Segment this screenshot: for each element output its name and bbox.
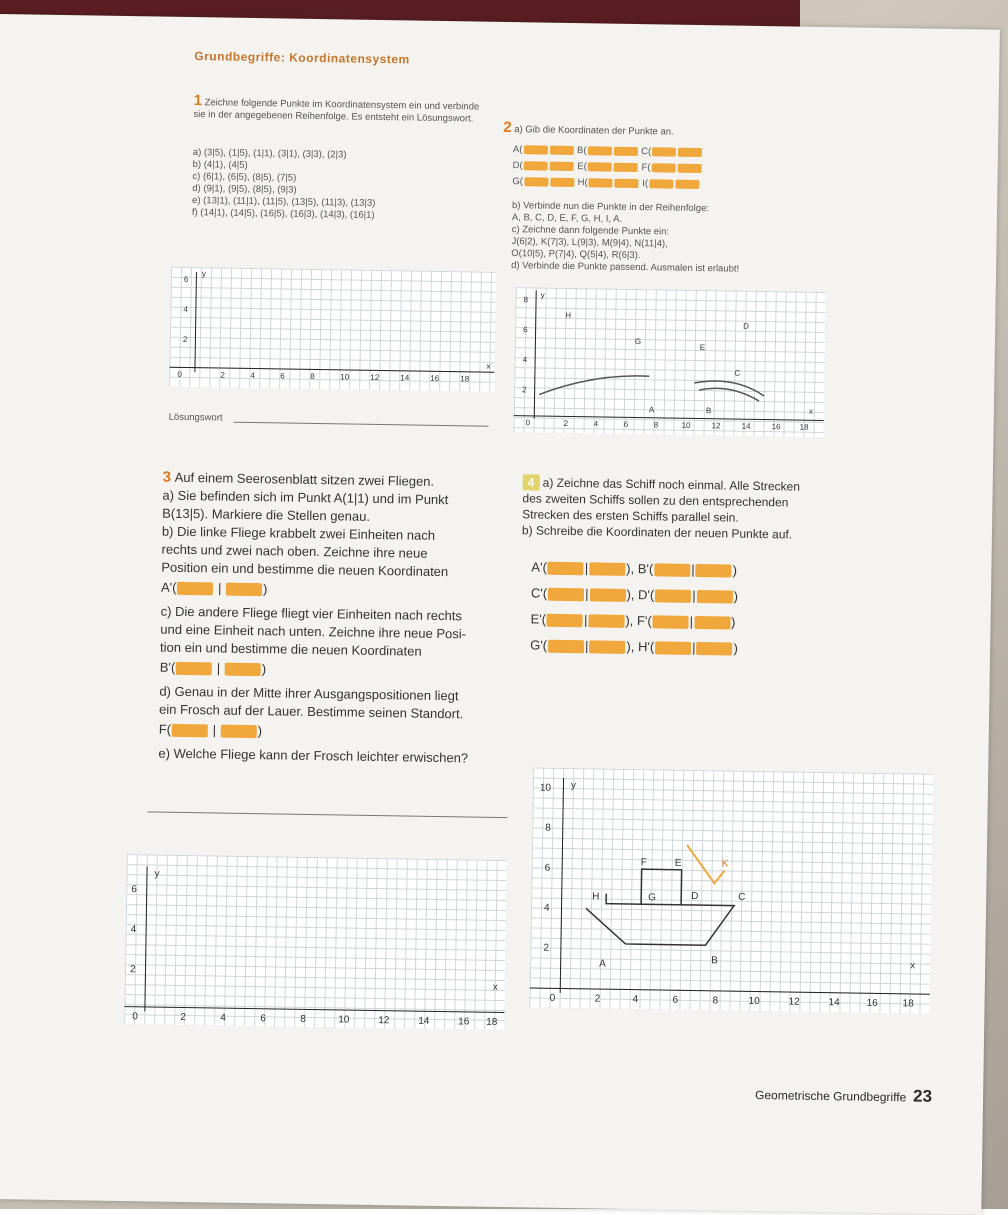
tick-label: 14 [741,421,751,431]
answer-box[interactable] [694,616,730,630]
point-label: C [738,891,746,903]
answer-box[interactable] [654,563,690,577]
task4-a1: a) Zeichne das Schiff noch einmal. Alle Strecken [542,475,801,494]
tick-label: 6 [280,371,285,381]
task1-row-d: d) (9|1), (9|5), (8|5), (9|3) [192,183,297,196]
task1-row-c: c) (6|1), (6|5), (8|5), (7|5) [192,171,297,184]
tick-label: 12 [788,996,800,1008]
tick-label: 8 [310,371,315,381]
answer-box[interactable] [549,146,573,155]
answer-line[interactable] [147,811,507,818]
tick-label: 16 [458,1016,470,1028]
tick-label: 12 [378,1015,390,1027]
tick-label: 0 [549,992,556,1004]
tick-label: 18 [799,422,809,432]
label-G: G( [512,176,524,188]
point-label: H [565,310,572,321]
answer-box[interactable] [550,178,574,187]
tick-label: 18 [486,1016,498,1028]
task1-row-e: e) (13|1), (11|1), (11|5), (13|5), (11|3), (13|3) [192,195,376,209]
task2-answers [512,142,833,195]
point-label: D [743,321,750,331]
tick-label: 10 [681,420,691,430]
answer-box[interactable] [589,178,613,187]
page-header: Grundbegriffe: Koordinatensystem [194,49,410,67]
point-label: F [640,857,647,869]
point-label: E [674,857,682,869]
tick-label: 12 [711,421,721,431]
answer-line[interactable] [234,422,489,427]
task2-c: c) Zeichne dann folgende Punkte ein: [511,224,670,238]
answer-label: B'( [159,659,176,675]
task3-c1: c) Die andere Fliege fliegt vier Einheiten nach rechts [160,603,463,624]
task3-a1: a) Sie befinden sich im Punkt A(1|1) und im Punkt [162,487,449,508]
answer-box[interactable] [589,588,625,602]
point-label: A [599,958,606,970]
answer-box[interactable] [697,590,733,604]
answer-label: F( [158,721,172,737]
tick-label: 2 [129,964,136,976]
task1-row-f: f) (14|1), (14|5), (16|5), (16|3), (14|3), (16|1) [191,207,375,221]
answer-box[interactable] [547,614,583,628]
tick-label: 12 [370,372,380,383]
task1-number: 1 [193,92,203,110]
answer-box[interactable] [653,615,689,629]
point-label: B [711,955,718,967]
task3-d2: ein Frosch auf der Lauer. Bestimme seinen Standort. [158,701,464,722]
tick-label: 14 [828,997,840,1009]
label-I: I( [642,178,649,190]
task2-c-points-2: O(10|5), P(7|4), Q(5|4), R(6|3). [511,248,641,262]
answer-box[interactable] [177,582,213,596]
answer-box[interactable] [225,663,261,677]
answer-box[interactable] [651,163,675,172]
tick-label: 2 [180,1011,186,1024]
task3-intro: Auf einem Seerosenblatt sitzen zwei Fliegen. [174,469,435,489]
answer-box[interactable] [172,724,208,738]
x-axis-label: x [492,981,498,993]
point-label: A [648,405,655,415]
answer-box[interactable] [221,725,257,739]
answer-box[interactable] [588,614,624,628]
task1-grid[interactable] [169,267,496,392]
tick-label: 6 [523,325,528,335]
answer-box[interactable] [523,145,547,154]
tick-label: 16 [430,373,440,383]
label-B: B( [576,145,587,157]
task2-grid[interactable] [513,287,825,437]
answer-box[interactable] [655,641,691,655]
point-label: G [648,892,657,904]
answer-label: E'( [530,611,547,627]
tick-label: 10 [338,1014,350,1026]
task3-b1: b) Die linke Fliege krabbelt zwei Einheiten nach [161,523,436,543]
label-D: D( [512,160,523,172]
answer-box[interactable] [524,177,548,186]
tick-label: 8 [545,822,551,834]
tick-label: 14 [400,373,410,383]
tick-label: 6 [544,862,551,874]
answer-label: D'( [637,587,655,603]
task3-b3: Position ein und bestimme die neuen Koordinaten [161,559,449,580]
tick-label: 2 [220,370,225,380]
answer-label: F'( [636,613,652,629]
answer-box[interactable] [548,562,584,576]
task2-number: 2 [503,118,512,137]
task4-number: 4 [523,474,540,490]
task1-rows [192,147,503,224]
task2-c-points-1: J(6|2), K(7|3), L(9|3), M(9|4), N(11|4), [511,236,668,250]
tick-label: 10 [748,995,760,1008]
answer-box[interactable] [587,146,611,155]
answer-label: G'( [530,637,548,653]
task3-number: 3 [162,468,172,486]
tick-label: 2 [594,993,601,1005]
point-label: B [705,406,712,416]
tick-label: 4 [593,419,599,429]
tick-label: 4 [543,902,550,914]
answer-box[interactable] [652,147,676,156]
task4-grid[interactable] [529,767,933,1013]
x-axis-label: x [910,960,916,972]
tick-label: 6 [183,274,189,284]
task1-instruction: Zeichne folgende Punkte im Koordinatensystem ein und verbinde sie in der angegebenen Reihenfolge. Es entsteht ein Lösungswort. [193,97,480,125]
point-label: H [592,891,600,903]
point-label: K [721,858,729,870]
workbook-page [0,14,1000,1215]
answer-box[interactable] [589,640,625,654]
answer-box[interactable] [677,164,701,173]
tick-label: 2 [563,418,569,428]
tick-label: 2 [182,334,188,344]
answer-box[interactable] [649,179,673,188]
task2-text [503,118,833,141]
task3-text: 3 Auf einem Seerosenblatt sitzen zwei Fliegen. a) Sie befinden sich im Punkt A(1|1) und im Punkt B(13|5). Markiere die Stellen genau. b) Die linke Fliege krabbelt zwei Einheiten nach rechts und zwei nach oben. Zeichne ihre neue Position ein und bestimme die neuen Koordinaten A'( | ) c) Die andere Fliege fliegt vier Einheiten nach rechts und eine Einheit nach unten. Zeichne ihre neue Posi- tion ein und bestimme die neuen Koordinaten B'( | ) d) Genau in der Mitte ihrer Ausgangspositionen liegt ein Frosch auf der Lauer. Bestimme seinen Standort. F( | ) e) Welche Fliege kann der Frosch leichter erwischen? [158,469,523,769]
tick-label: 18 [460,374,470,384]
task2-d: d) Verbinde die Punkte passend. Ausmalen ist erlaubt! [511,260,740,275]
task3-grid[interactable] [124,854,507,1030]
tick-label: 4 [632,994,639,1006]
tick-label: 14 [418,1015,430,1027]
answer-label: A'( [160,579,177,595]
label-A: A( [512,144,523,156]
task3-c2: und eine Einheit nach unten. Zeichne ihre neue Posi- [160,621,467,642]
tick-label: 16 [866,997,878,1009]
answer-box[interactable] [548,588,584,602]
answer-box[interactable] [696,564,732,578]
x-axis-label: x [808,406,813,416]
answer-box[interactable] [614,163,638,172]
task2-a: a) Gib die Koordinaten der Punkte an. [514,124,674,138]
y-axis-label: y [570,780,577,792]
task3-e: e) Welche Fliege kann der Frosch leichter erwischen? [158,745,469,766]
tick-label: 16 [771,422,781,432]
answer-box[interactable] [678,148,702,157]
tick-label: 4 [522,355,528,365]
answer-box[interactable] [176,662,212,676]
tick-label: 0 [177,369,182,379]
task4-a2: des zweiten Schiffs sollen zu den entsprechenden [522,491,789,510]
task3-b2: rechts und zwei nach oben. Zeichne ihre neue [161,541,428,561]
answer-label: Lösungswort [168,411,223,424]
tick-label: 4 [250,370,255,381]
page-number: 23 [912,1086,933,1106]
tick-label: 8 [712,995,719,1007]
tick-label: 6 [260,1013,266,1025]
tick-label: 8 [523,295,529,305]
footer-label: Geometrische Grundbegriffe [755,1087,907,1105]
task4-text [522,474,883,544]
tick-label: 0 [132,1011,138,1023]
answer-box[interactable] [697,642,733,656]
point-label: C [734,368,741,378]
answer-box[interactable] [655,589,691,603]
tick-label: 4 [220,1012,226,1024]
answer-label: A'( [531,559,547,575]
answer-box[interactable] [550,162,574,171]
answer-label: C'( [530,585,548,601]
y-axis-label: y [201,269,207,279]
ship-figure [0,14,1,15]
task1-text [193,92,493,126]
answer-box[interactable] [588,162,612,171]
answer-box[interactable] [613,147,637,156]
tick-label: 4 [130,924,137,936]
tick-label: 6 [672,994,679,1006]
tick-label: 10 [340,372,350,382]
y-axis-label: y [154,868,160,880]
answer-label: H'( [637,639,655,655]
answer-box[interactable] [524,161,548,170]
tick-label: 2 [522,385,527,395]
x-axis-label: x [486,361,491,371]
label-F: F( [641,162,651,174]
tick-label: 6 [131,884,137,896]
tick-label: 2 [543,942,550,954]
task2-bcd [511,200,832,277]
tick-label: 0 [525,418,531,428]
answer-box[interactable] [548,640,584,654]
tick-label: 8 [300,1013,306,1025]
task1-row-a: a) (3|5), (1|5), (1|1), (3|1), (3|3), (2|3) [192,147,347,161]
point-label: D [691,890,699,903]
tick-label: 10 [539,782,552,794]
answer-box[interactable] [675,180,699,189]
task3-d1: d) Genau in der Mitte ihrer Ausgangspositionen liegt [159,683,459,704]
task2-b-seq: A, B, C, D, E, F, G, H, I, A. [511,212,623,225]
tick-label: 18 [902,998,914,1010]
answer-box[interactable] [615,179,639,188]
answer-box[interactable] [226,583,262,597]
label-E: E( [577,161,587,173]
point-label: G [634,337,642,347]
task4-b: b) Schreibe die Koordinaten der neuen Punkte auf. [521,523,793,542]
task1-row-b: b) (4|1), (4|5) [192,159,248,171]
task2-b: b) Verbinde nun die Punkte in der Reihenfolge: [511,200,710,215]
label-C: C( [641,146,652,158]
task4-a3: Strecken des ersten Schiffs parallel sein. [522,507,739,525]
point-label: E [699,343,706,353]
tick-label: 6 [623,419,629,429]
task3-c3: tion ein und bestimme die neuen Koordinaten [159,639,422,659]
y-axis-label: y [540,290,545,300]
tick-label: 8 [653,420,659,430]
label-H: H( [577,177,588,189]
tick-label: 4 [183,304,188,314]
task4-answers: A'( | ), B'( | ) C'( | ), D'( | ) E'( | ), F'( | ) G'( | ), H'( | ) [530,559,739,656]
answer-label: B'( [637,561,654,577]
task3-a2: B(13|5). Markiere die Stellen genau. [162,505,371,524]
answer-box[interactable] [589,562,625,576]
